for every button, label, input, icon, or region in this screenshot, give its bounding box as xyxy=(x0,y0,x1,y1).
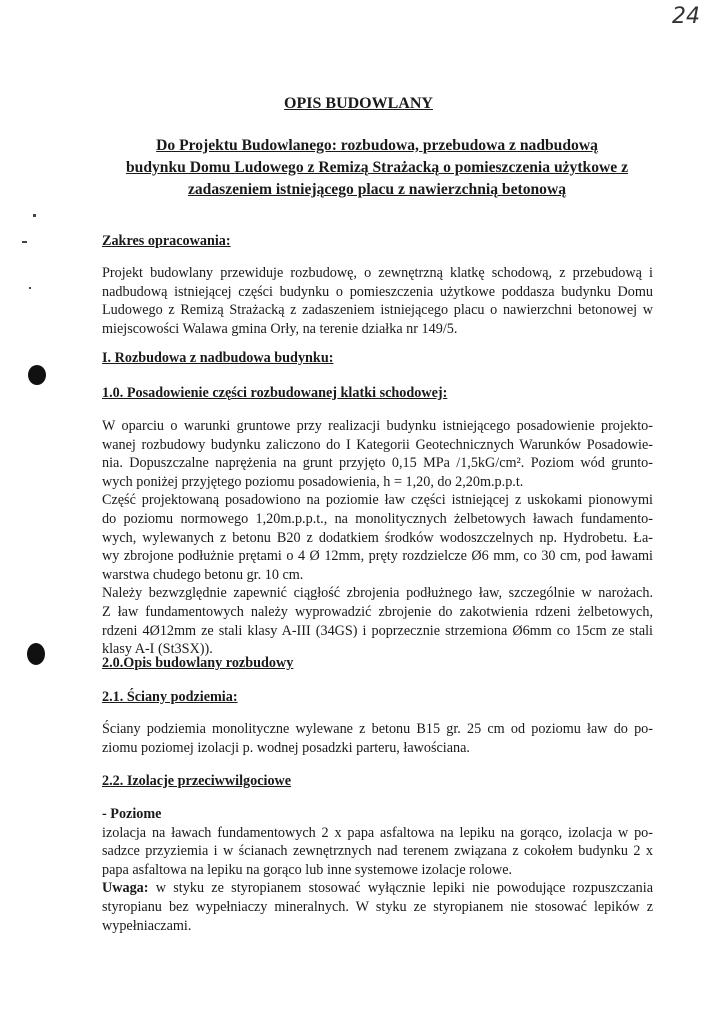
text-line: wypełniaczami. xyxy=(102,917,192,934)
margin-mark xyxy=(22,241,27,243)
text-line: Ściany podziemia monolityczne wylewane z betonu B15 gr. 25 cm od poziomu ław do po- xyxy=(102,721,653,737)
section-1-heading: I. Rozbudowa z nadbudowa budynku: xyxy=(102,350,334,366)
note-label: Uwaga: xyxy=(102,880,149,897)
note-text: w styku ze styropianem stosować wyłącznie lepiki nie powodujące rozpuszczania xyxy=(148,880,653,897)
scope-heading: Zakres opracowania: xyxy=(102,233,231,249)
text-line: warstwa chudego betonu gr. 10 cm. xyxy=(102,566,304,583)
subtitle-line: zadaszeniem istniejącego placu z nawierzchnią betonową xyxy=(187,181,567,198)
text-line: Część projektowaną posadowiono na poziomie ław części istniejącej z uskokami pionowymi xyxy=(102,492,653,509)
section-2-1-paragraph xyxy=(102,720,653,757)
text-line: wych poniżej przyjętego poziomu posadowienia, h = 1,20, do 2,20m.p.p.t. xyxy=(102,473,524,490)
text-line: miejscowości Walawa gmina Orły, na terenie działka nr 149/5. xyxy=(102,320,458,337)
page-number: 24 xyxy=(672,4,700,29)
text-line: papa asfaltowa na lepiku na gorąco lub inne systemowe izolacje rolowe. xyxy=(102,861,513,878)
text-line: wych, wylewanych z betonu B20 z dodatkiem środków wodoszczelnych np. Hydrobetu. Ła- xyxy=(102,529,653,546)
scope-paragraph xyxy=(102,264,653,338)
text-line: rdzeni 4Ø12mm ze stali klasy A-III (34GS) i poprzecznie strzemiona Ø6mm co 15cm ze stali xyxy=(102,622,653,639)
punch-hole-top xyxy=(28,365,46,385)
section-1-0-heading: 1.0. Posadowienie części rozbudowanej klatki schodowej: xyxy=(102,385,448,401)
text-line: W oparciu o warunki gruntowe przy realizacji budynku istniejącego posadowienie projekto- xyxy=(102,418,653,434)
text-line: sadzce przyziemia i w ścianach zewnętrznych nad terenem związana z cokołem budynku 2 x xyxy=(102,843,653,860)
subheading-horizontal: - Poziome xyxy=(102,806,162,822)
text-line: wy zbrojone podłużnie prętami o 4 Ø 12mm, pręty rozdzielcze Ø6 mm, co 30 cm, pod ławami xyxy=(102,548,653,565)
section-2-2-paragraph xyxy=(102,805,653,935)
text-line: wanej rozbudowy budynku zaliczono do I Kategorii Geotechnicznych Warunków Posadowie- xyxy=(102,436,653,453)
document-title: OPIS BUDOWLANY xyxy=(284,95,433,112)
margin-mark xyxy=(29,287,31,289)
text-line: nadbudową istniejącej części budynku o pomieszczenia użytkowe poddasza budynku Domu xyxy=(102,283,653,300)
text-line: nia. Dopuszczalne naprężenia na grunt przyjęto 0,15 MPa /1,5kG/cm². Poziom wód grunto- xyxy=(102,455,653,472)
text-line: izolacja na ławach fundamentowych 2 x papa asfaltowa na lepiku na gorąco, izolacja w po- xyxy=(102,824,653,841)
text-line: Należy bezwzględnie zapewnić ciągłość zbrojenia podłużnego ław, szczególnie w narożach. xyxy=(102,585,653,602)
text-line: Z ław fundamentowych należy wyprowadzić zbrojenie do zakotwienia rdzeni żelbetowych, xyxy=(102,603,653,620)
subtitle-line: budynku Domu Ludowego z Remizą Strażacką o pomieszczenia użytkowe z xyxy=(125,159,628,176)
text-line: klasy A-I (St3SX)). xyxy=(102,641,213,658)
subtitle-line: Do Projektu Budowlanego: rozbudowa, przebudowa z nadbudową xyxy=(156,137,598,154)
section-2-2-heading: 2.2. Izolacje przeciwwilgociowe xyxy=(102,773,292,789)
text-line: do poziomu normowego 1,20m.p.p.t., na monolitycznych żelbetowych ławach fundamento- xyxy=(102,510,653,527)
section-1-0-paragraph xyxy=(102,417,653,659)
text-line: Ludowego z Remizą Strażacką z zadaszeniem istniejącego placu o nawierzchni betonowej w xyxy=(102,302,653,319)
text-line: Projekt budowlany przewiduje rozbudowę, o zewnętrzną klatkę schodową, z przebudową i xyxy=(102,265,653,281)
text-line: styropianu bez wypełniaczy mineralnych. W styku ze styropianem nie stosować lepików z xyxy=(102,898,653,915)
punch-hole-bottom xyxy=(27,643,45,665)
note-line xyxy=(102,879,653,898)
margin-mark xyxy=(33,214,36,217)
section-2-0-heading: 2.0.Opis budowlany rozbudowy xyxy=(102,655,294,671)
text-line: ziomu poziomej izolacji p. wodnej posadzki parteru, ławościana. xyxy=(102,739,470,756)
section-2-1-heading: 2.1. Ściany podziemia: xyxy=(102,689,238,705)
document-subtitle xyxy=(100,135,654,201)
